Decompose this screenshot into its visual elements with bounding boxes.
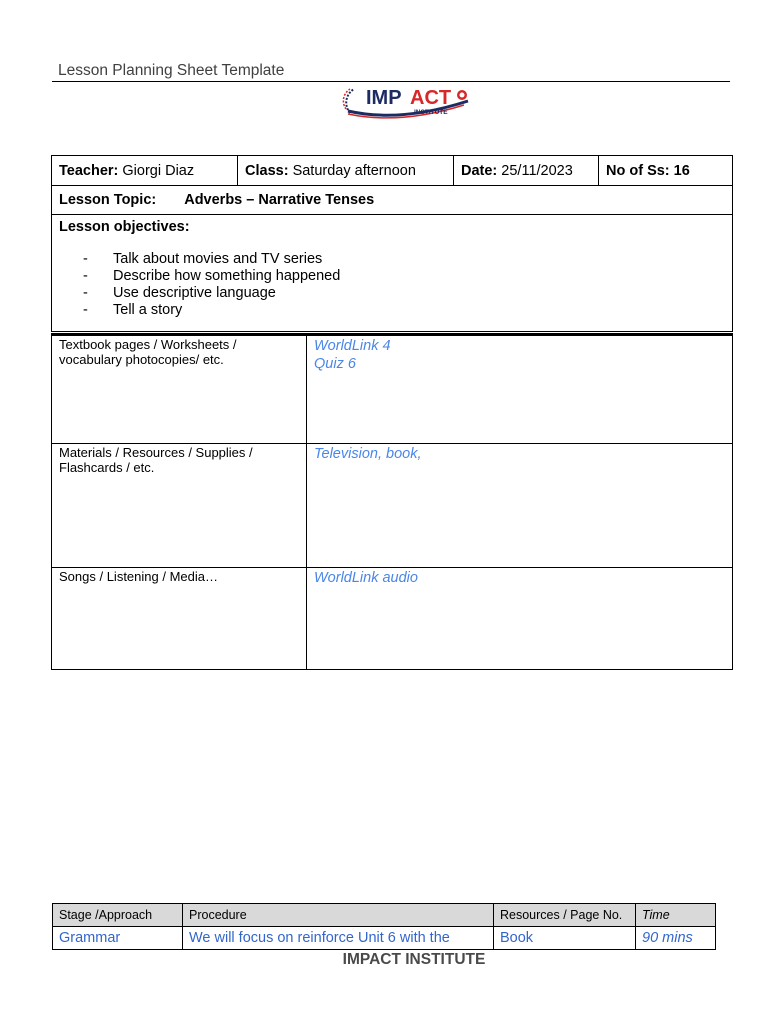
objectives-list [59, 251, 725, 319]
teacher-value: Giorgi Diaz [122, 162, 195, 179]
objective-item: - Use descriptive language [83, 285, 725, 302]
table-row [53, 927, 716, 950]
objectives-label: Lesson objectives: [59, 219, 190, 235]
procedure-cell: We will focus on reinforce Unit 6 with the [183, 927, 494, 950]
textbook-label: Textbook pages / Worksheets / vocabulary photocopies/ etc. [52, 335, 307, 444]
date-cell [454, 156, 599, 186]
objective-item: - Describe how something happened [83, 268, 725, 285]
topic-value: Adverbs – Narrative Tenses [184, 192, 375, 208]
media-label: Songs / Listening / Media… [52, 568, 307, 670]
date-value: 25/11/2023 [501, 162, 573, 179]
header-time: Time [636, 904, 716, 927]
svg-text:ACT: ACT [410, 87, 452, 109]
resources-table [51, 333, 733, 670]
impact-institute-logo [340, 83, 476, 119]
lesson-info-table [51, 155, 733, 332]
resources-cell: Book [494, 927, 636, 950]
materials-value: Television, book, [307, 444, 733, 568]
page-title: Lesson Planning Sheet Template [58, 62, 285, 79]
materials-label: Materials / Resources / Supplies / Flashcards / etc. [52, 444, 307, 568]
students-label: No of Ss: [606, 162, 670, 179]
page-footer: IMPACT INSTITUTE [342, 951, 486, 968]
header-divider [52, 81, 730, 82]
topic-label: Lesson Topic: [59, 192, 157, 208]
class-label: Class: [245, 162, 289, 179]
class-cell [238, 156, 454, 186]
header-stage: Stage /Approach [53, 904, 183, 927]
teacher-label: Teacher: [59, 162, 119, 179]
stage-cell: Grammar [53, 927, 183, 950]
procedure-table [52, 903, 716, 950]
textbook-value [307, 335, 733, 444]
class-value: Saturday afternoon [292, 162, 416, 179]
media-value: WorldLink audio [307, 568, 733, 670]
topic-cell [52, 186, 733, 215]
students-cell [599, 156, 733, 186]
teacher-cell [52, 156, 238, 186]
objective-item: - Talk about movies and TV series [83, 251, 725, 268]
objectives-cell [52, 215, 733, 332]
textbook-value-line: WorldLink 4 [314, 338, 391, 354]
objective-item: - Tell a story [83, 302, 725, 319]
header-procedure: Procedure [183, 904, 494, 927]
students-value: 16 [673, 162, 690, 179]
time-cell: 90 mins [636, 927, 716, 950]
svg-text:INSTITUTE: INSTITUTE [414, 109, 448, 116]
date-label: Date: [461, 162, 498, 179]
textbook-value-line: Quiz 6 [314, 356, 356, 372]
svg-text:IMP: IMP [366, 87, 402, 109]
header-resources: Resources / Page No. [494, 904, 636, 927]
